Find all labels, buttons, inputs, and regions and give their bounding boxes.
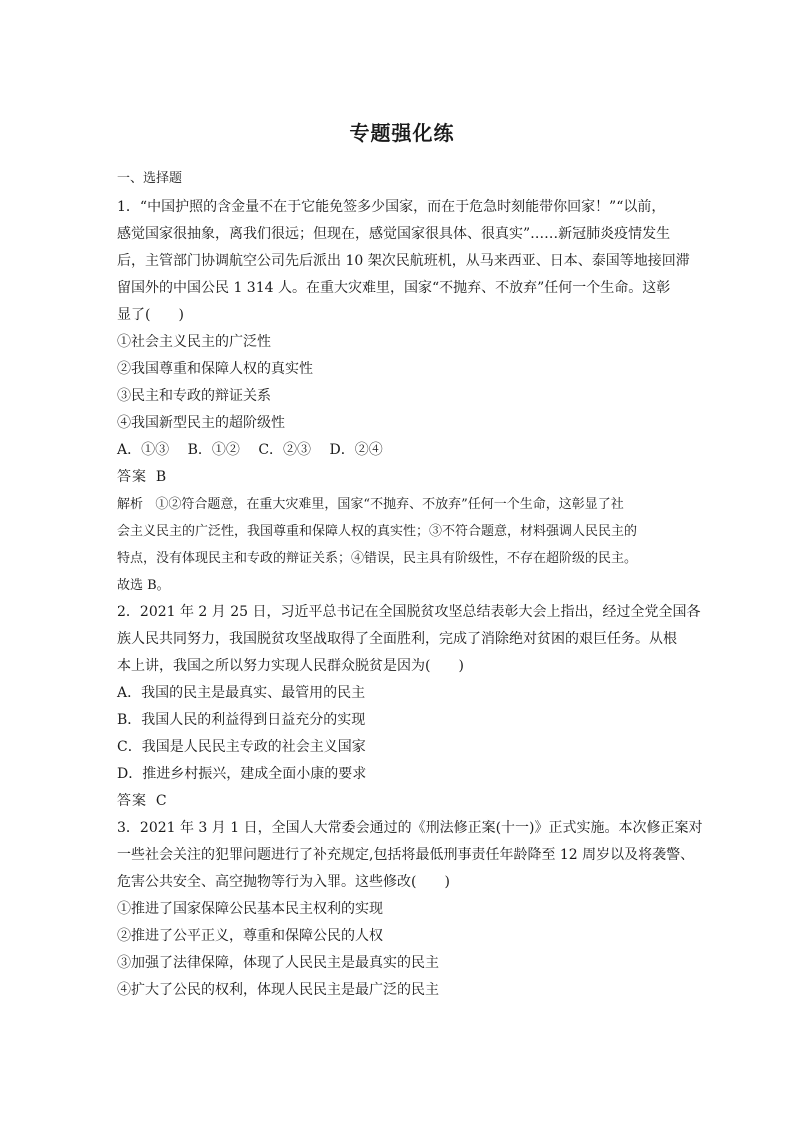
question-text-line: 族人民共同努力，我国脱贫攻坚战取得了全面胜利，完成了消除绝对贫困的艰巨任务。从根 <box>117 631 677 647</box>
statement-item: ①社会主义民主的广泛性 <box>117 334 271 350</box>
question-text-line: 显了( ) <box>117 307 184 323</box>
question-1 <box>117 194 690 599</box>
question-text-line: 1．“中国护照的含金量不在于它能免签多少国家，而在于危急时刻能带你回家！”“以前， <box>117 199 666 215</box>
choice-c: C．②③ <box>258 442 312 458</box>
choice-d: D．②④ <box>329 442 383 458</box>
analysis-label: 解析 <box>117 497 144 512</box>
choice-row <box>117 437 687 464</box>
question-text-line: 2．2021 年 2 月 25 日，习近平总书记在全国脱贫攻坚总结表彰大会上指出，经过全党全国各 <box>117 604 701 620</box>
statement-item: ②我国尊重和保障人权的真实性 <box>117 361 313 377</box>
statement-item: ③民主和专政的辩证关系 <box>117 388 271 404</box>
answer-value: B <box>155 469 167 485</box>
question-text-line: 后，主管部门协调航空公司先后派出 10 架次民航班机，从马来西亚、日本、泰国等地接回滞 <box>117 253 690 269</box>
question-text-line: 留国外的中国公民 1 314 人。在重大灾难里，国家“不抛弃、不放弃”任何一个生命。这彰 <box>117 280 671 296</box>
option-b: B．我国人民的利益得到日益充分的实现 <box>117 712 366 728</box>
answer-label: 答案 <box>117 469 147 485</box>
analysis-line: 会主义民主的广泛性，我国尊重和保障人权的真实性；③不符合题意，材料强调人民民主的 <box>117 524 638 539</box>
analysis-line: 特点，没有体现民主和专政的辩证关系；④错误，民主具有阶级性，不存在超阶级的民主。 <box>117 551 638 566</box>
answer-value: C <box>155 793 167 809</box>
option-c: C．我国是人民民主专政的社会主义国家 <box>117 739 366 755</box>
question-2 <box>117 599 701 815</box>
analysis-line: 故选 B。 <box>117 578 170 593</box>
question-text-line: 本上讲，我国之所以努力实现人民群众脱贫是因为( ) <box>117 658 464 674</box>
answer-row <box>117 464 687 491</box>
answer-label: 答案 <box>117 793 147 809</box>
option-a: A．我国的民主是最真实、最管用的民主 <box>117 685 366 701</box>
question-text-line: 一些社会关注的犯罪问题进行了补充规定,包括将最低刑事责任年龄降至 12 周岁以及将袭警、 <box>117 847 695 863</box>
page-title: 专题强化练 <box>349 121 455 145</box>
question-text-line: 3．2021 年 3 月 1 日，全国人大常委会通过的《刑法修正案(十一)》正式实施。本次修正案对 <box>117 820 703 836</box>
statement-item: ①推进了国家保障公民基本民主权利的实现 <box>117 901 383 917</box>
question-text-line: 感觉国家很抽象，离我们很远；但现在，感觉国家很具体、很真实”……新冠肺炎疫情发生 <box>117 226 671 242</box>
choice-b: B．①② <box>187 442 240 458</box>
analysis-block <box>117 491 687 599</box>
choice-a: A．①③ <box>117 442 170 458</box>
statement-item: ③加强了法律保障，体现了人民民主是最真实的民主 <box>117 955 439 971</box>
statement-item: ②推进了公平正义，尊重和保障公民的人权 <box>117 928 383 944</box>
question-text-line: 危害公共安全、高空抛物等行为入罪。这些修改( ) <box>117 874 450 890</box>
statement-item: ④扩大了公民的权利，体现人民民主是最广泛的民主 <box>117 982 439 998</box>
document-page <box>117 118 703 1004</box>
analysis-text: ①②符合题意，在重大灾难里，国家“不抛弃、不放弃”任何一个生命，这彰显了社 <box>155 497 624 512</box>
section-heading: 一、选择题 <box>117 171 183 186</box>
option-d: D．推进乡村振兴，建成全面小康的要求 <box>117 766 367 782</box>
statement-item: ④我国新型民主的超阶级性 <box>117 415 285 431</box>
analysis-line <box>117 491 687 518</box>
answer-row <box>117 788 687 815</box>
question-3 <box>117 815 703 1004</box>
